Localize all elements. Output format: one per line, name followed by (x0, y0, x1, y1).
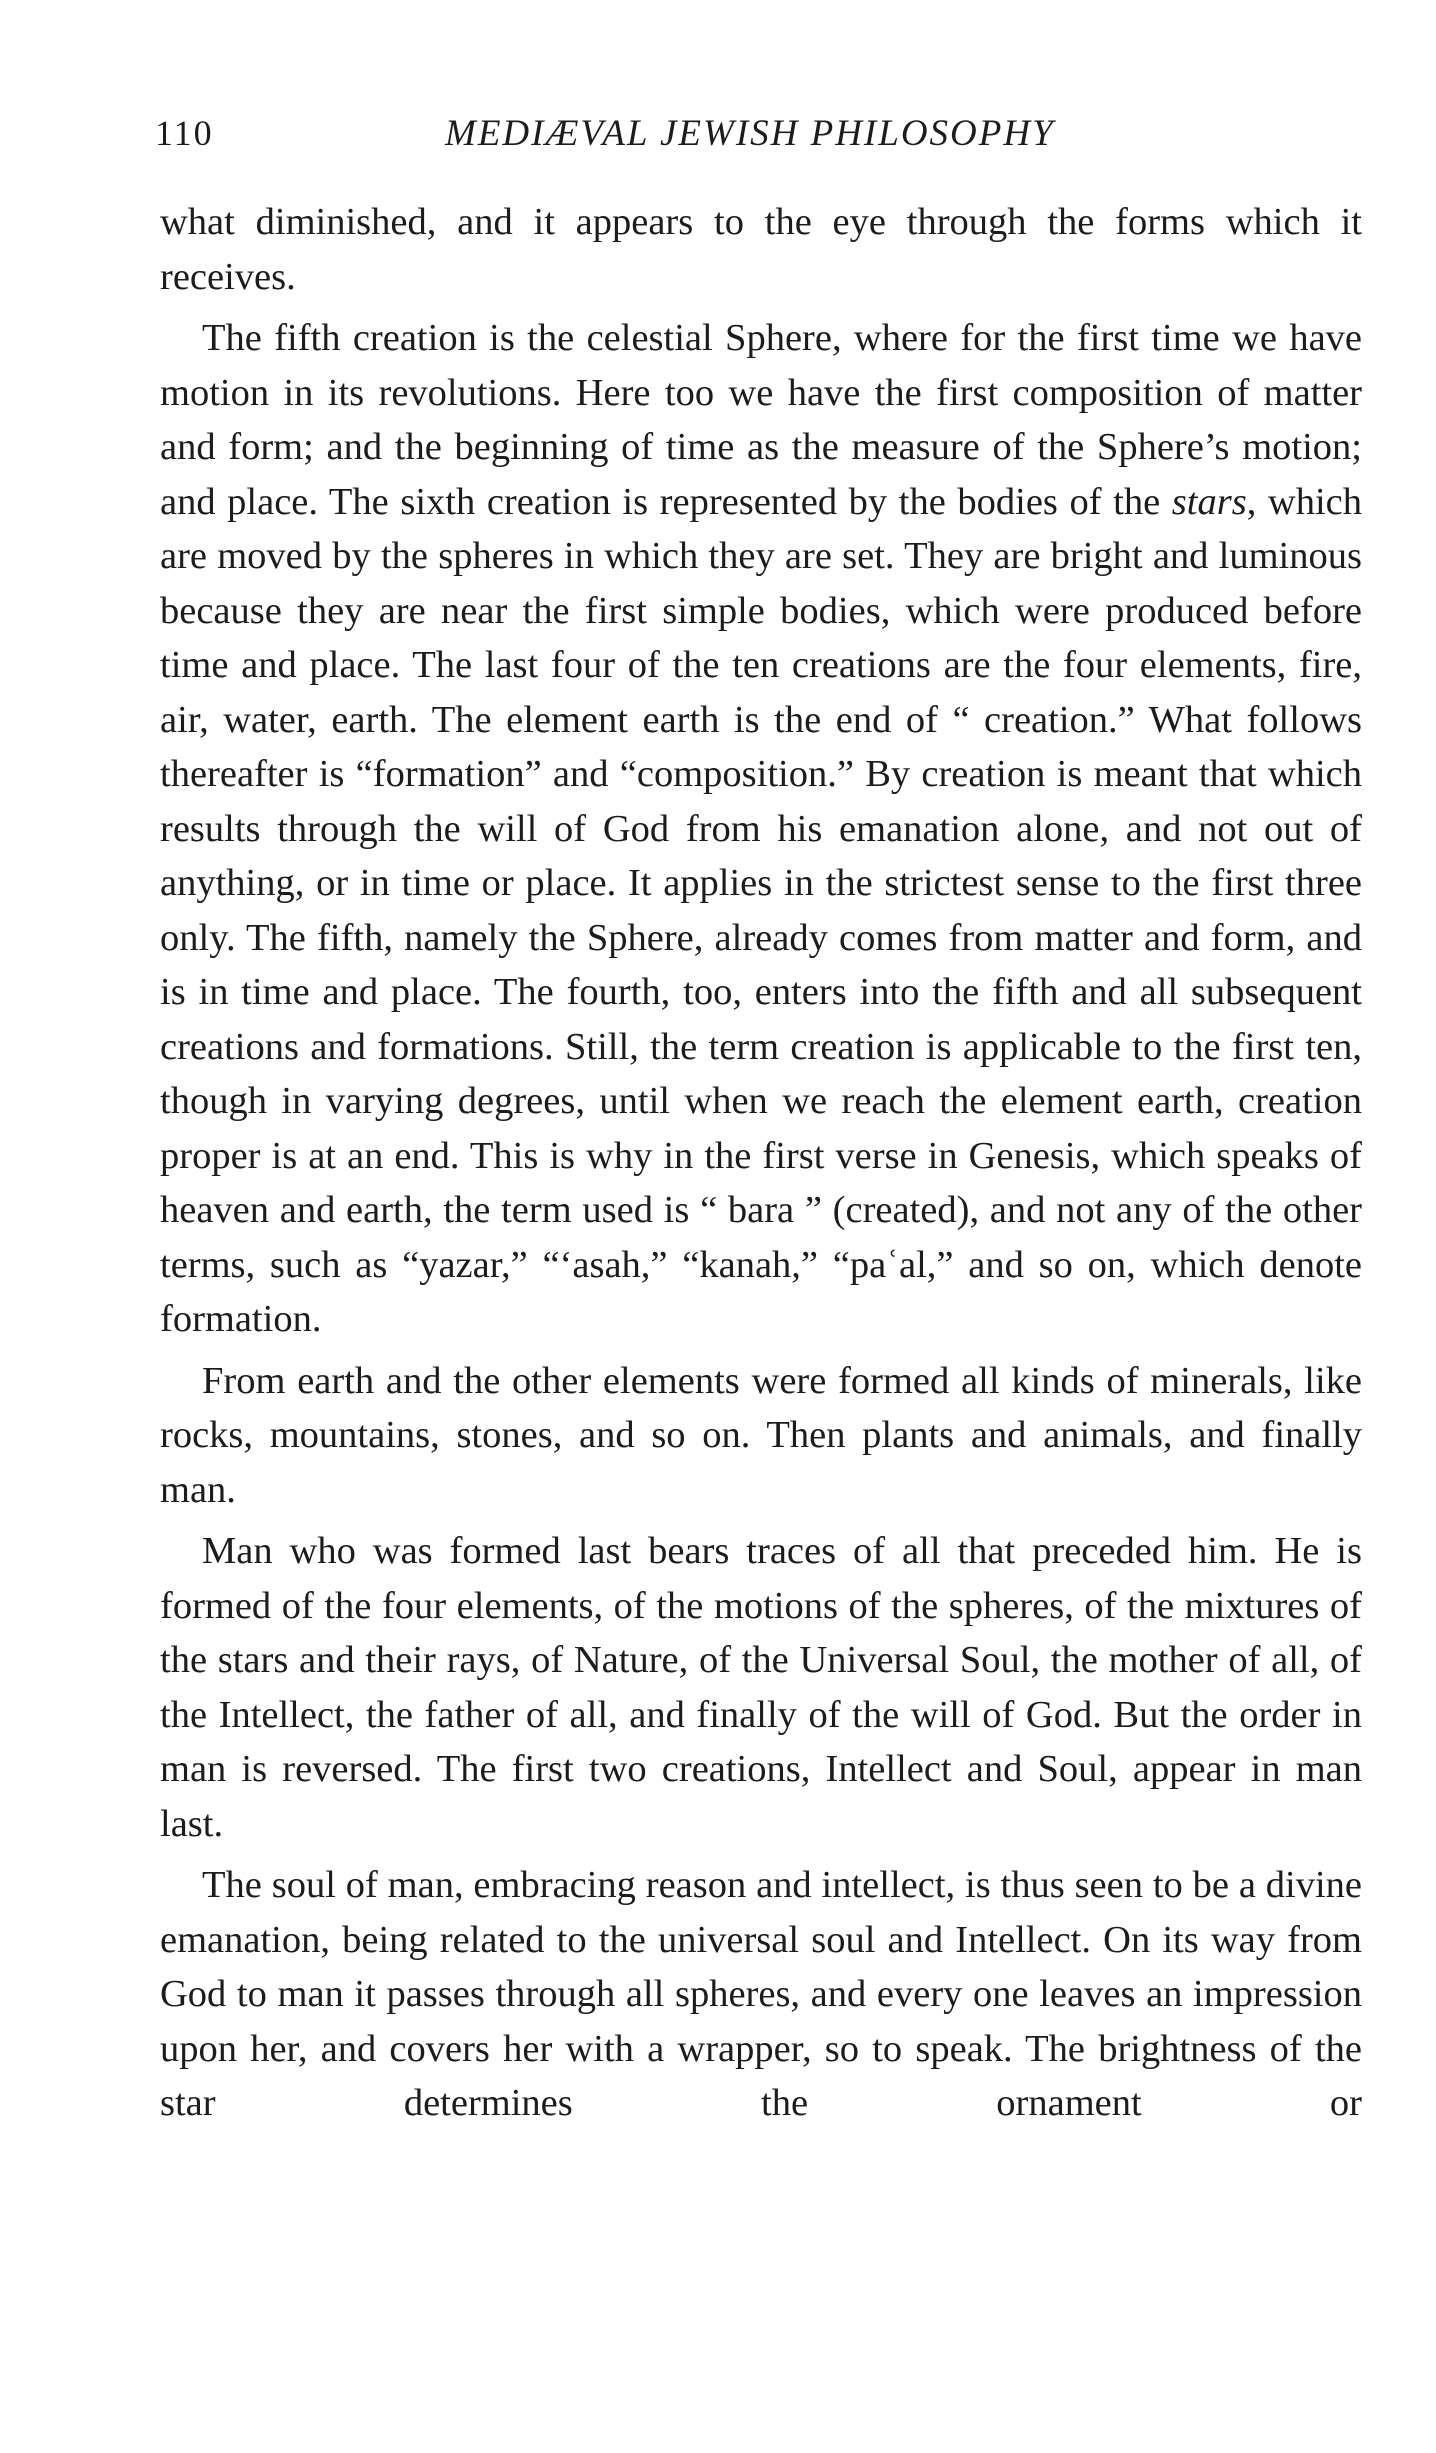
paragraph-fifth-creation (160, 311, 1362, 1347)
paragraph-man-formed: Man who was formed last bears traces of all that preceded him. He is formed of the four elements, of the motions of the spheres, of the mixtures of the stars and their rays, of Nature, of the Universal Soul, the mother of all, of the Intellect, the father of all, and finally of the will of God. But the order in man is reversed. The first two creations, Intellect and Soul, appear in man last. (160, 1530, 1362, 1845)
paragraph-text: , which are moved by the spheres in which they are set. They are bright and luminous because they are near the first simple bodies, which were produced before time and place. The last four of the ten creations are the four elements, fire, air, water, earth. The element earth is the end of “ creation.” What follows thereafter is “formation” and “composition.” By creation is meant that which results through the will of God from his emanation alone, and not out of anything, or in time or place. It applies in the strictest sense to the first three only. The fifth, namely the Sphere, already comes from matter and form, and is in time and place. The fourth, too, enters into the fifth and all subsequent creations and formations. Still, the term creation is applicable to the first ten, though in varying degrees, until when we reach the element earth, creation proper is at an end. This is why in the first verse in Genesis, which speaks of heaven and earth, the term used is “ bara ” (created), and not any of the other terms, such as “yazar,” “‘asah,” “kanah,” “paʿal,” and so on, which denote formation. (160, 480, 1362, 1340)
emphasis-stars: stars (1171, 480, 1247, 523)
page-number: 110 (155, 113, 214, 153)
paragraph-continued: what diminished, and it appears to the eye through the forms which it receives. (160, 201, 1362, 298)
running-title: MEDIÆVAL JEWISH PHILOSOPHY (445, 113, 1055, 154)
running-head (155, 112, 1355, 162)
paragraph-soul-of-man: The soul of man, embracing reason and intellect, is thus seen to be a divine emanation, being related to the universal soul and Intellect. On its way from God to man it passes through all spheres, and every one leaves an impression upon her, and covers her with a wrapper, so to speak. The brightness of the star determines the ornament or (160, 1864, 1362, 2124)
paragraph-text: The fifth creation is the celestial Sphere, where for the first time we have motion in its revolutions. Here too we have the first composition of matter and form; and the beginning of time as the measure of the Sphere’s motion; and place. The sixth creation is represented by the bodies of the (160, 317, 1362, 523)
paragraph-minerals: From earth and the other elements were formed all kinds of minerals, like rocks, mountains, stones, and so on. Then plants and animals, and finally man. (160, 1359, 1362, 1511)
body-text (160, 195, 1362, 2131)
